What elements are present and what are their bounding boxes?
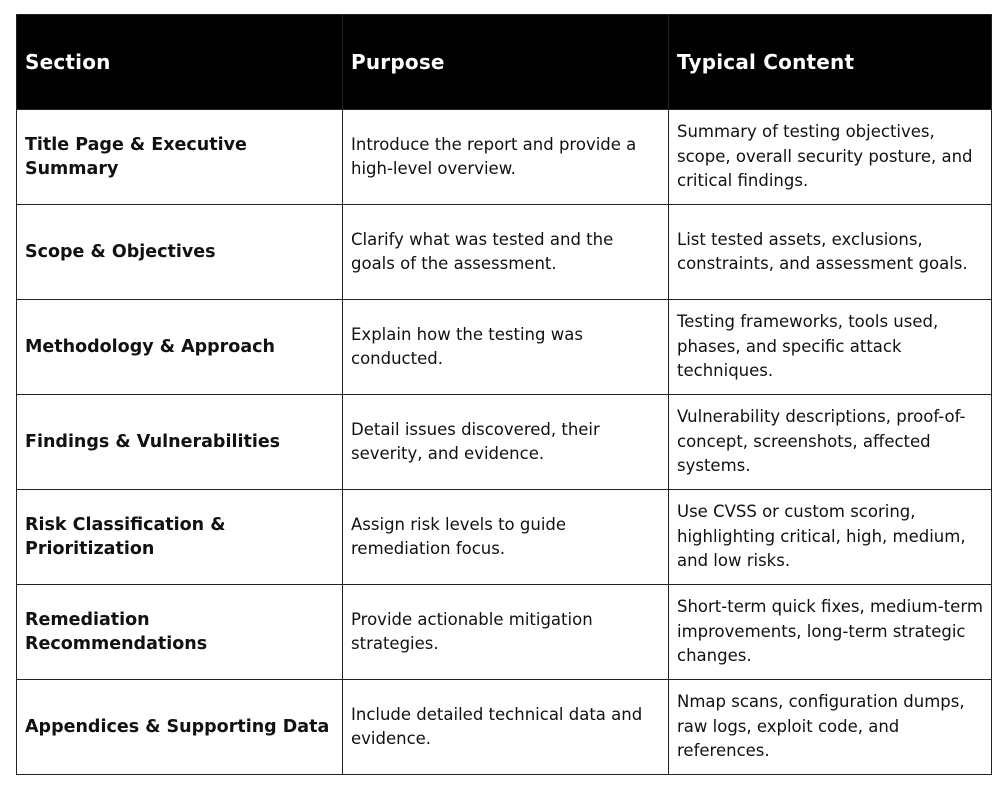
typical-content-cell: Use CVSS or custom scoring, highlighting critical, high, medium, and low risks. <box>669 490 992 585</box>
header-purpose: Purpose <box>343 15 669 110</box>
purpose-cell: Provide actionable mitigation strategies. <box>343 585 669 680</box>
purpose-cell: Clarify what was tested and the goals of the assessment. <box>343 205 669 300</box>
table-row <box>17 300 992 395</box>
table-body <box>17 110 992 775</box>
purpose-cell: Assign risk levels to guide remediation focus. <box>343 490 669 585</box>
section-cell: Methodology & Approach <box>17 300 343 395</box>
purpose-cell: Include detailed technical data and evidence. <box>343 680 669 775</box>
typical-content-cell: Vulnerability descriptions, proof-of-concept, screenshots, affected systems. <box>669 395 992 490</box>
table-row <box>17 110 992 205</box>
section-cell: Findings & Vulnerabilities <box>17 395 343 490</box>
table-row <box>17 585 992 680</box>
purpose-cell: Detail issues discovered, their severity, and evidence. <box>343 395 669 490</box>
table-row <box>17 680 992 775</box>
section-cell: Appendices & Supporting Data <box>17 680 343 775</box>
section-cell: Scope & Objectives <box>17 205 343 300</box>
section-cell: Remediation Recommendations <box>17 585 343 680</box>
header-row <box>17 15 992 110</box>
table-row <box>17 490 992 585</box>
purpose-cell: Explain how the testing was conducted. <box>343 300 669 395</box>
table-row <box>17 395 992 490</box>
header-typical-content: Typical Content <box>669 15 992 110</box>
purpose-cell: Introduce the report and provide a high-level overview. <box>343 110 669 205</box>
typical-content-cell: Testing frameworks, tools used, phases, and specific attack techniques. <box>669 300 992 395</box>
header-section: Section <box>17 15 343 110</box>
section-cell: Risk Classification & Prioritization <box>17 490 343 585</box>
section-cell: Title Page & Executive Summary <box>17 110 343 205</box>
table-header <box>17 15 992 110</box>
report-sections-table <box>16 14 992 775</box>
table-row <box>17 205 992 300</box>
typical-content-cell: List tested assets, exclusions, constraints, and assessment goals. <box>669 205 992 300</box>
typical-content-cell: Summary of testing objectives, scope, overall security posture, and critical findings. <box>669 110 992 205</box>
typical-content-cell: Nmap scans, configuration dumps, raw logs, exploit code, and references. <box>669 680 992 775</box>
typical-content-cell: Short-term quick fixes, medium-term improvements, long-term strategic changes. <box>669 585 992 680</box>
